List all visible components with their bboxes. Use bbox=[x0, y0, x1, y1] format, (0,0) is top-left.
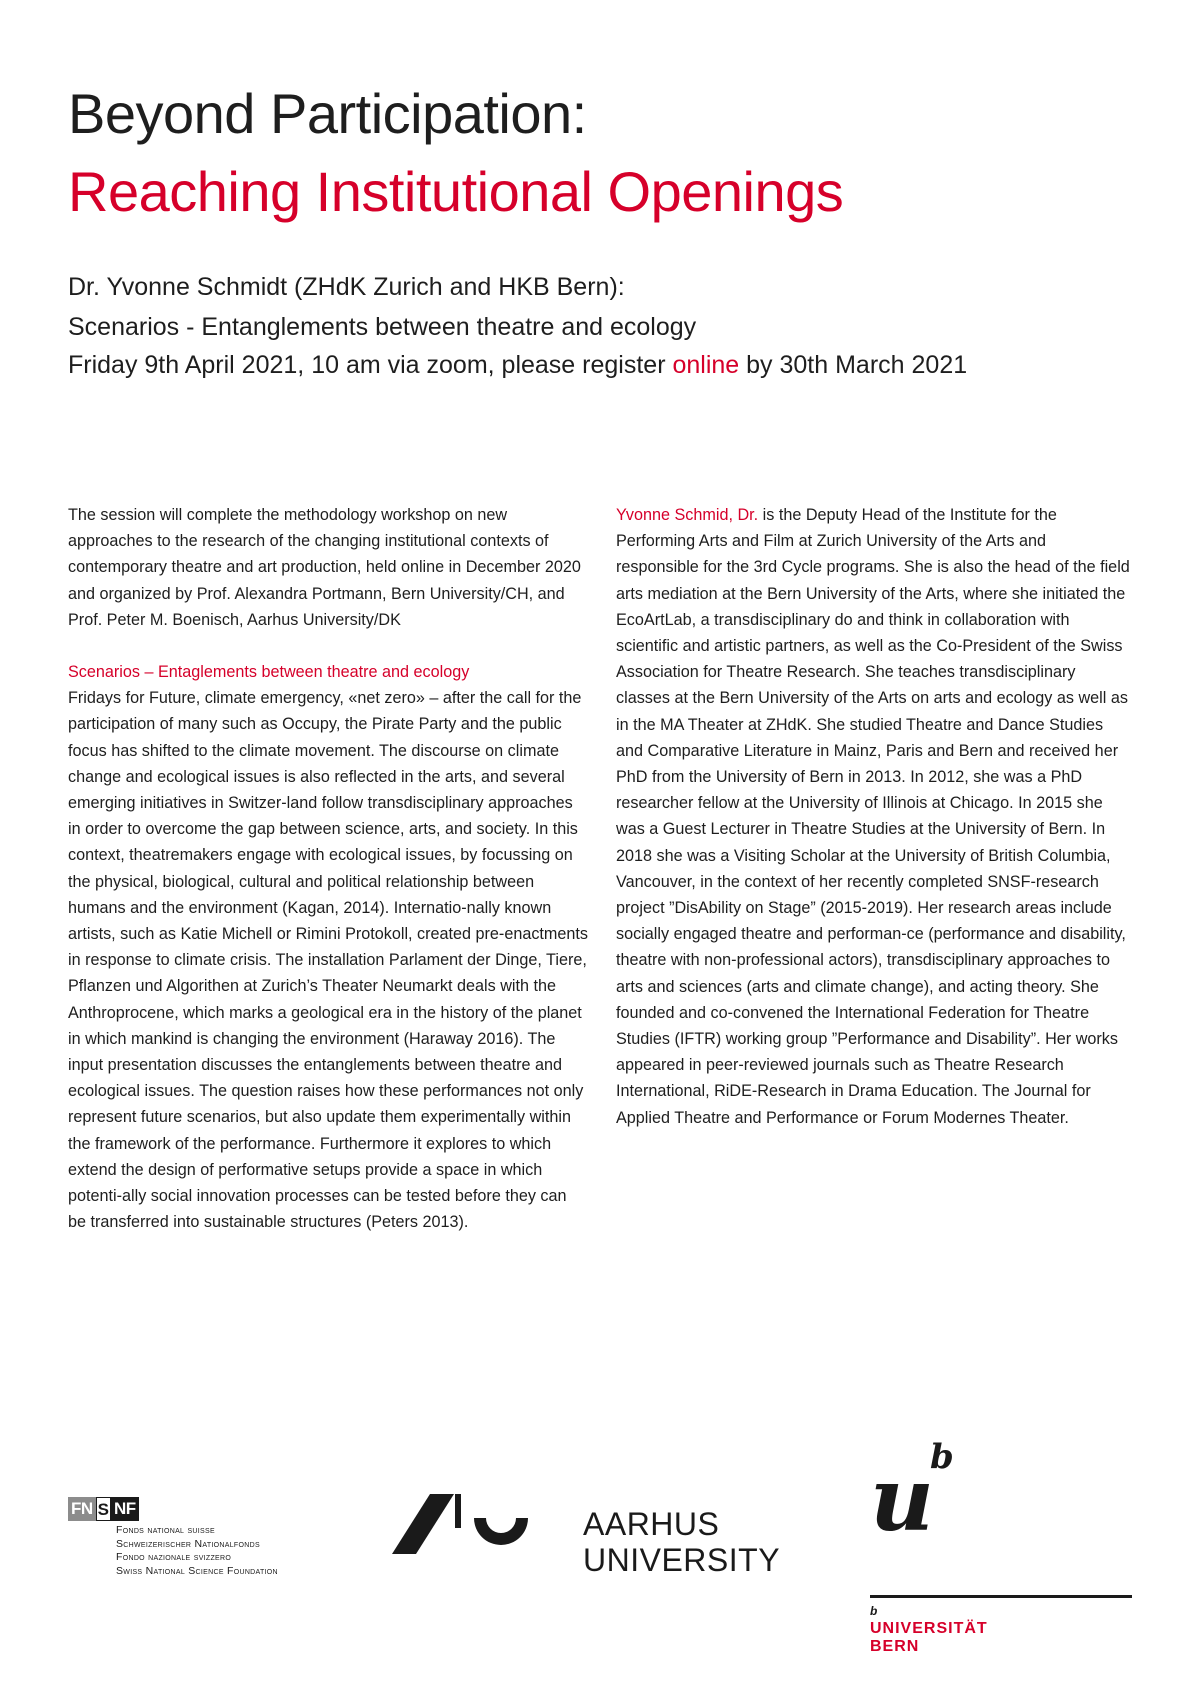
bern-small-b: b bbox=[870, 1604, 878, 1618]
abstract-paragraph: Fridays for Future, climate emergency, «net zero» – after the call for the participation of many such as Occupy, the Pirate Party and the public focus has shifted to the climate movement. The discourse on climate change and ecological issues is also reflected in the arts, and several emerging initiatives in Switzer-land follow transdisciplinary approaches in order to overcome the gap between science, arts, and society. In this context, theatremakers engage with ecological issues, by focussing on the physical, biological, cultural and political relationship between humans and the environment (Kagan, 2014). Internatio-nally known artists, such as Katie Michell or Rimini Protokoll, created pre-enactments in response to climate crisis. The installation Parlament der Dinge, Tiere, Pflanzen und Algorithen at Zurich’s Theater Neumarkt deals with the Anthroprocene, which marks a geological era in the history of the planet in which mankind is changing the environment (Haraway 2016). The input presentation discusses the entanglements between theatre and ecological issues. The question raises how these performances not only represent future scenarios, but also update them experimentally within the framework of the performance. Furthermore it explores to which extend the design of performative setups provide a space in which potenti-ally social innovation processes can be tested before they can be transferred into sustainable structures (Peters 2013). bbox=[68, 689, 588, 1232]
event-deadline-text: by 30th March 2021 bbox=[739, 351, 968, 379]
bern-word: BERN bbox=[870, 1638, 920, 1655]
bio-paragraph bbox=[616, 502, 1132, 1131]
universitat-word: UNIVERSITÄT bbox=[870, 1620, 988, 1637]
aarhus-logo-text bbox=[583, 1506, 780, 1578]
event-date-text: Friday 9th April 2021, 10 am via zoom, please register bbox=[68, 351, 673, 379]
snf-name-it: Fondo nazionale svizzero bbox=[116, 1551, 232, 1563]
snf-logo-s: S bbox=[96, 1497, 111, 1521]
snf-logo-nf: NF bbox=[111, 1497, 139, 1521]
snf-name-de: Schweizerischer Nationalfonds bbox=[116, 1537, 260, 1550]
snf-logo-fn: FN bbox=[68, 1497, 96, 1521]
aarhus-word: AARHUS bbox=[583, 1506, 720, 1542]
snf-logo bbox=[68, 1497, 139, 1521]
intro-paragraph: The session will complete the methodology workshop on new approaches to the research of the changing institutional contexts of contemporary theatre and art production, held online in December 2020 and organized by Prof. Alexandra Portmann, Bern University/CH, and Prof. Peter M. Boenisch, Aarhus University/DK bbox=[68, 506, 581, 629]
aarhus-logo-mark bbox=[392, 1492, 552, 1562]
bio-text: is the Deputy Head of the Institute for the Performing Arts and Film at Zurich University of the Arts and responsible for the 3rd Cycle programs. She is also the head of the field arts mediation at the Bern University of the Arts, where she initiated the EcoArtLab, a transdisciplinary do and think in collaboration with scientific and artistic partners, as well as the Co-President of the Swiss Association for Theatre Research. She teaches transdisciplinary classes at the Bern University of the Arts on arts and ecology as well as in the MA Theater at ZHdK. She studied Theatre and Dance Studies and Comparative Literature in Mainz, Paris and Bern and received her PhD from the University of Bern in 2013. In 2012, she was a PhD researcher fellow at the University of Illinois at Chicago. In 2015 she was a Guest Lecturer in Theatre Studies at the University of Bern. In 2018 she was a Visiting Scholar at the University of British Columbia, Vancouver, in the context of her recently completed SNSF-research project ”DisAbility on Stage” (2015-2019). Her research areas include socially engaged theatre and performan-ce (performance and disability, theatre with non-professional actors), transdisciplinary approaches to arts and sciences (arts and climate change), and acting theory. She founded and co-convened the International Federation for Theatre Studies (IFTR) working group ”Performance and Disability”. Her works appeared in peer-reviewed journals such as Theatre Research International, RiDE-Research in Drama Education. The Journal for Applied Theatre and Performance or Forum Modernes Theater. bbox=[616, 506, 1130, 1127]
speaker-name: Yvonne Schmid, Dr. bbox=[616, 506, 759, 524]
section-heading: Scenarios – Entaglements between theatre and ecology bbox=[68, 663, 470, 682]
bern-logo-text bbox=[870, 1620, 988, 1656]
event-date bbox=[68, 350, 967, 380]
snf-name-fr: Fonds national suisse bbox=[116, 1524, 215, 1536]
ub-logo-mark: u bbox=[870, 1447, 934, 1551]
event-topic: Scenarios - Entanglements between theatre and ecology bbox=[68, 313, 697, 341]
university-word: UNIVERSITY bbox=[583, 1542, 781, 1578]
title-line-1: Beyond Participation: bbox=[68, 82, 587, 145]
left-column bbox=[68, 502, 588, 1235]
snf-name-lines bbox=[116, 1524, 278, 1578]
bern-divider bbox=[870, 1595, 1132, 1598]
event-speaker: Dr. Yvonne Schmidt (ZHdK Zurich and HKB Bern): bbox=[68, 273, 625, 301]
ub-logo-b: b bbox=[930, 1437, 954, 1477]
snf-name-en: Swiss National Science Foundation bbox=[116, 1564, 278, 1577]
register-online-link[interactable]: online bbox=[672, 351, 740, 379]
title-line-2: Reaching Institutional Openings bbox=[68, 160, 844, 223]
right-column bbox=[616, 502, 1132, 1131]
